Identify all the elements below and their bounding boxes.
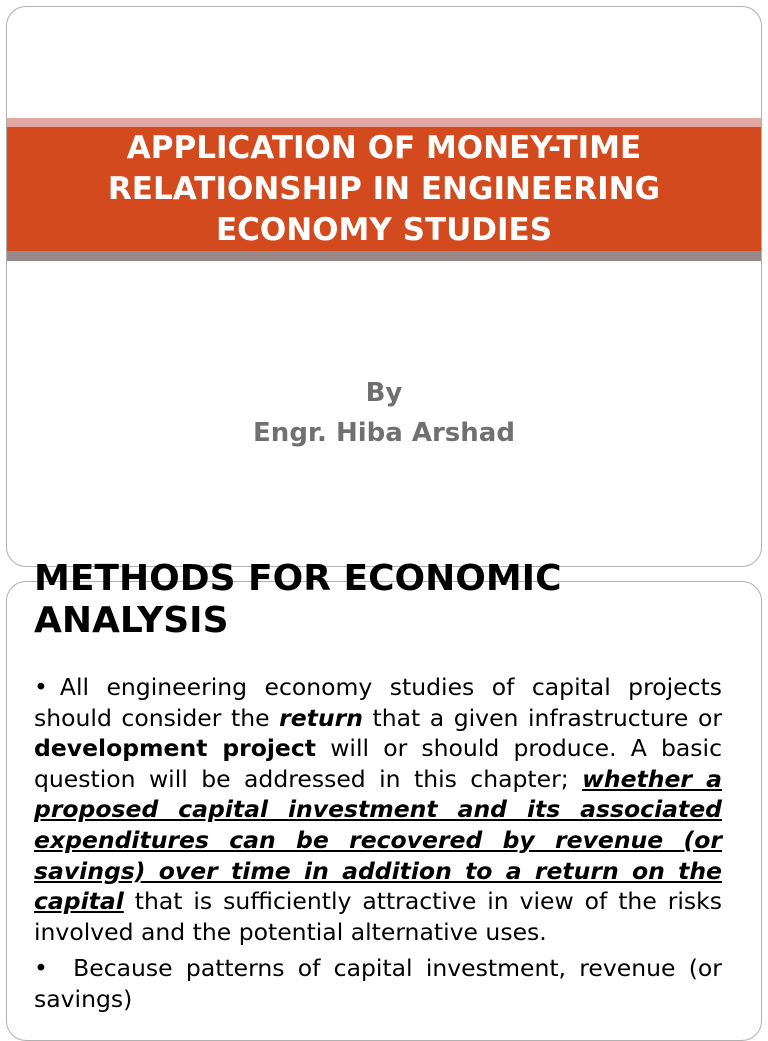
content-slide <box>6 558 762 1041</box>
bullet-marker: • <box>34 954 48 983</box>
slide-body <box>34 672 722 1021</box>
title-slide <box>6 6 762 567</box>
bullet1-text-2: that a given infrastructure or <box>362 703 722 732</box>
bullet1-text-1: All engineering economy studies of capital projects should consider the <box>34 673 722 732</box>
bullet1-emphasis-return: return <box>279 703 363 732</box>
by-label: By <box>365 378 403 408</box>
title-band-bottom-stripe <box>7 251 761 261</box>
bullet1-emphasis-key-question: whether a proposed capital investment and its associated expenditures can be recovered by revenue (or savings) over time in addition to a return on the capital <box>34 764 722 916</box>
title-band <box>7 127 761 251</box>
bullet-paragraph-1 <box>34 672 722 947</box>
bullet2-text: Because patterns of capital investment, revenue (or savings) <box>34 954 722 1013</box>
byline <box>7 373 761 453</box>
bullet1-text-3: will or should produce. A basic question will be addressed in this chapter; <box>34 734 722 793</box>
bullet-paragraph-2 <box>34 953 722 1014</box>
bullet-marker: • <box>34 673 48 701</box>
presentation-title: APPLICATION OF MONEY-TIME RELATIONSHIP IN ENGINEERING ECONOMY STUDIES <box>107 129 661 248</box>
bullet1-text-4: that is sufficiently attractive in view of the risks involved and the potential alternative uses. <box>34 887 722 946</box>
slide-heading: METHODS FOR ECONOMIC ANALYSIS <box>34 558 562 641</box>
title-band-top-stripe <box>7 118 761 127</box>
author-name: Engr. Hiba Arshad <box>253 418 515 448</box>
bullet1-emphasis-development-project: development project <box>34 734 317 763</box>
